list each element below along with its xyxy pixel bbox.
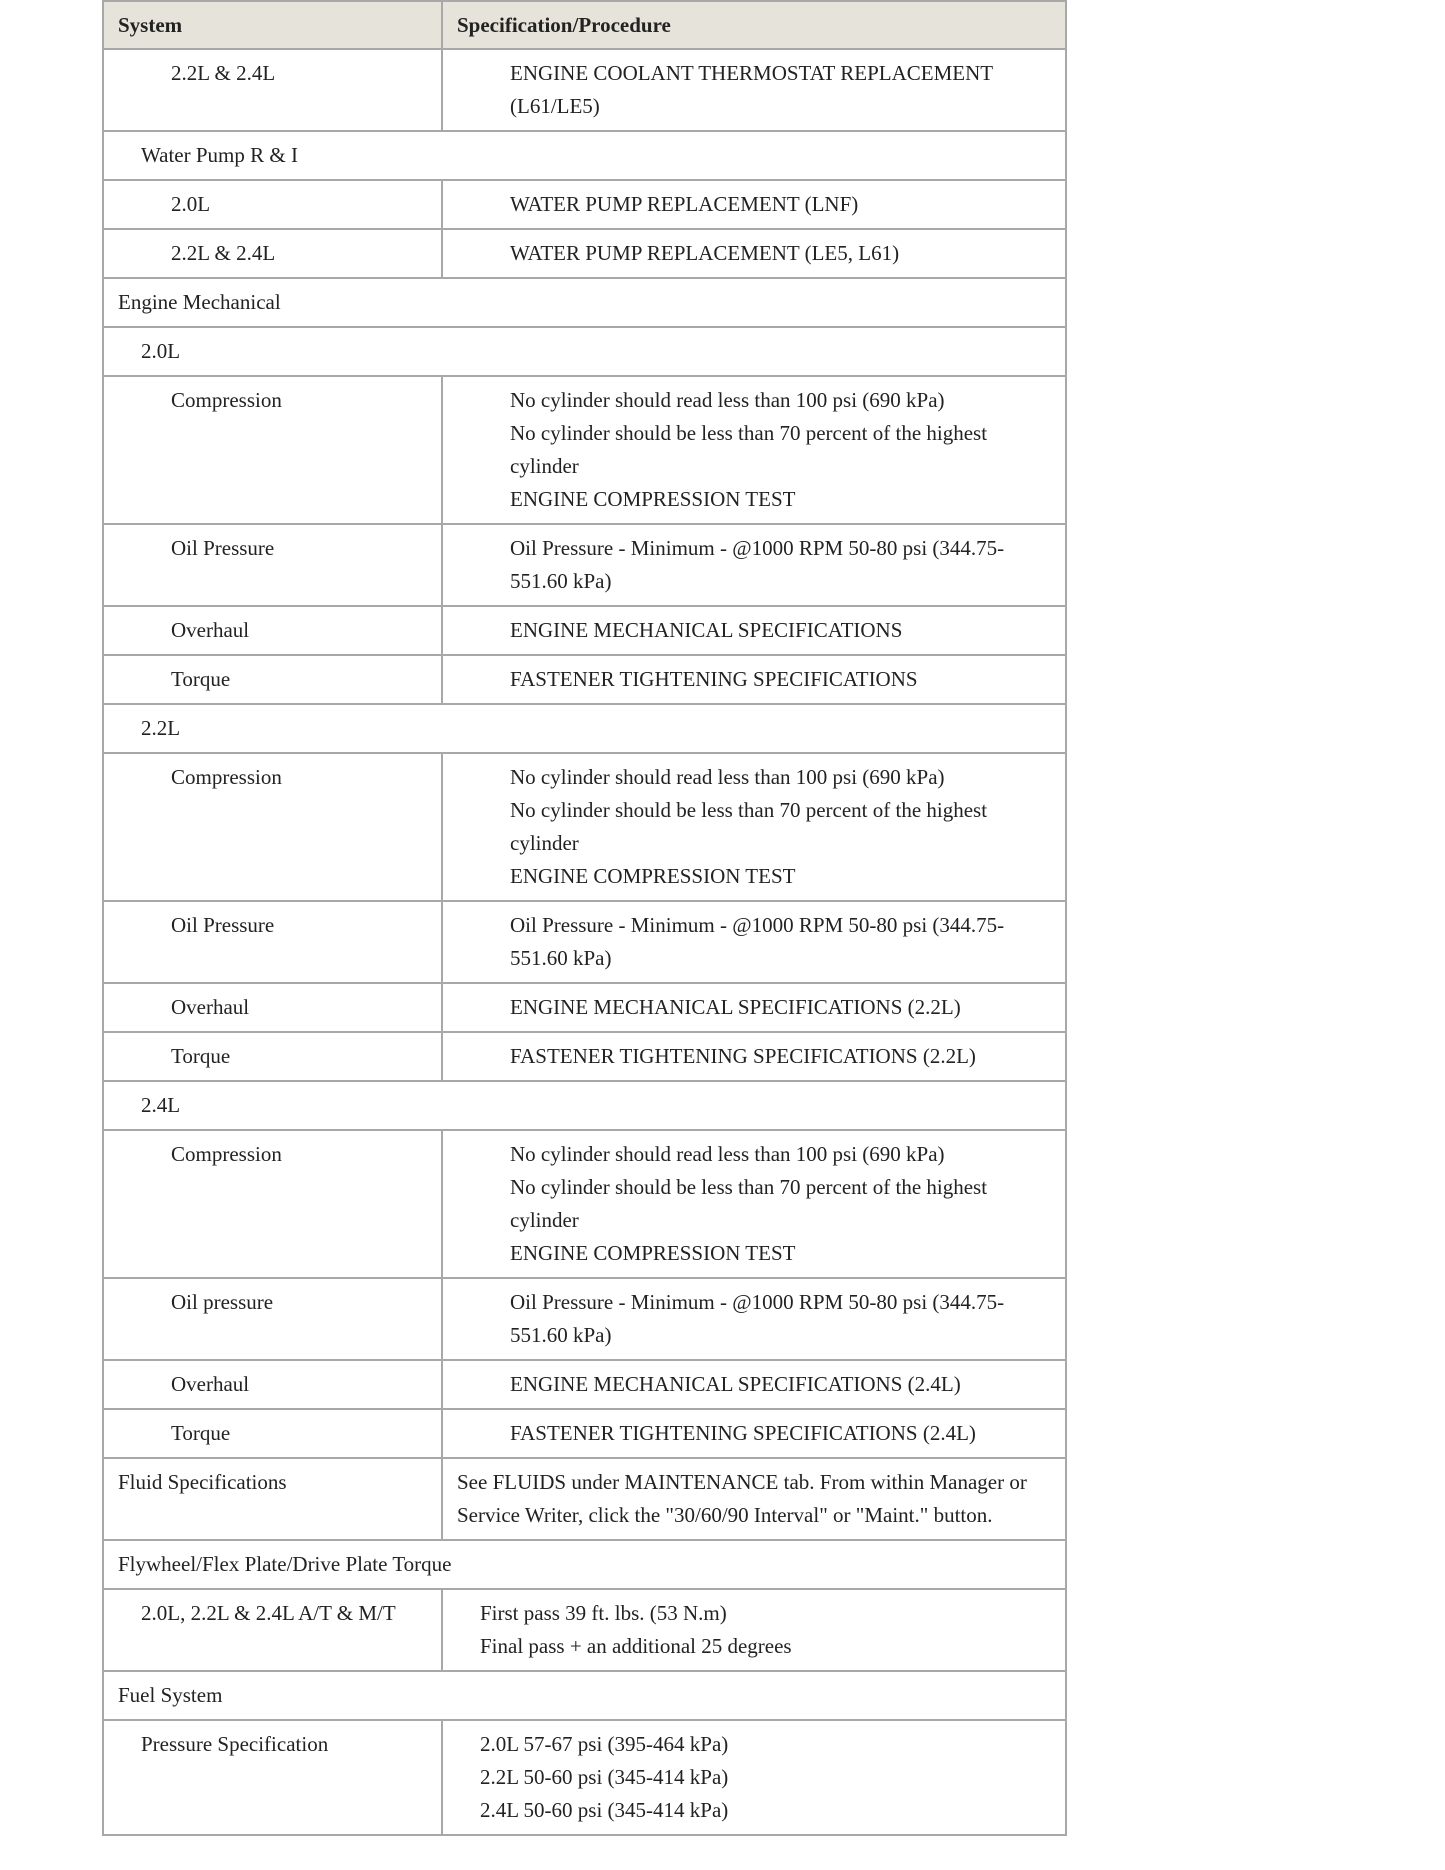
spec-line: No cylinder should read less than 100 psi (690 kPa) — [510, 1142, 945, 1166]
system-cell: Oil Pressure — [171, 913, 275, 937]
section-row — [103, 1081, 1066, 1130]
system-cell: Torque — [171, 1044, 231, 1068]
system-cell: Oil Pressure — [171, 536, 275, 560]
spec-cell — [443, 181, 1065, 228]
spec-line: WATER PUMP REPLACEMENT (LE5, L61) — [510, 241, 900, 265]
spec-line: ENGINE COMPRESSION TEST — [510, 1241, 796, 1265]
system-cell: Compression — [171, 388, 282, 412]
table-row — [103, 901, 1066, 983]
system-cell: 2.0L, 2.2L & 2.4L A/T & M/T — [141, 1601, 396, 1625]
table-row — [103, 983, 1066, 1032]
table-row — [103, 49, 1066, 131]
system-cell: 2.0L — [171, 192, 211, 216]
table-row — [103, 1278, 1066, 1360]
section-row — [103, 1671, 1066, 1720]
system-cell: Compression — [171, 765, 282, 789]
spec-cell — [443, 50, 1065, 130]
spec-cell — [443, 984, 1065, 1031]
spec-line: FASTENER TIGHTENING SPECIFICATIONS (2.2L) — [510, 1044, 976, 1068]
spec-cell — [443, 525, 1065, 605]
spec-line: See FLUIDS under MAINTENANCE tab. From within Manager or Service Writer, click the "30/60/90 Interval" or "Maint." button. — [457, 1470, 1027, 1527]
table-row — [103, 1409, 1066, 1458]
system-cell: Compression — [171, 1142, 282, 1166]
spec-line: FASTENER TIGHTENING SPECIFICATIONS (2.4L) — [510, 1421, 976, 1445]
system-cell: Overhaul — [171, 1372, 250, 1396]
system-cell: Oil pressure — [171, 1290, 274, 1314]
spec-cell — [443, 377, 1065, 523]
system-cell: Fluid Specifications — [118, 1470, 287, 1494]
header-spec: Specification/Procedure — [442, 1, 1066, 49]
spec-line: Oil Pressure - Minimum - @1000 RPM 50-80 psi (344.75-551.60 kPa) — [510, 913, 1005, 970]
section-label: Flywheel/Flex Plate/Drive Plate Torque — [118, 1552, 452, 1576]
spec-line: First pass 39 ft. lbs. (53 N.m) — [480, 1601, 727, 1625]
spec-cell — [443, 1033, 1065, 1080]
table-row — [103, 180, 1066, 229]
table-row — [103, 524, 1066, 606]
spec-cell — [443, 1590, 1065, 1670]
spec-line: No cylinder should read less than 100 psi (690 kPa) — [510, 388, 945, 412]
section-row — [103, 278, 1066, 327]
spec-line: Oil Pressure - Minimum - @1000 RPM 50-80 psi (344.75-551.60 kPa) — [510, 536, 1005, 593]
spec-cell — [443, 656, 1065, 703]
table-row — [103, 606, 1066, 655]
spec-cell — [443, 1721, 1065, 1834]
spec-line: Final pass + an additional 25 degrees — [480, 1634, 792, 1658]
table-row — [103, 229, 1066, 278]
spec-cell — [443, 902, 1065, 982]
section-label: 2.4L — [141, 1093, 181, 1117]
section-label: Engine Mechanical — [118, 290, 281, 314]
specification-table — [102, 0, 1067, 1836]
spec-line: ENGINE COMPRESSION TEST — [510, 487, 796, 511]
system-cell: Pressure Specification — [141, 1732, 329, 1756]
section-row — [103, 131, 1066, 180]
spec-cell — [443, 1410, 1065, 1457]
spec-line: No cylinder should be less than 70 percent of the highest cylinder — [510, 1175, 988, 1232]
spec-line: ENGINE COMPRESSION TEST — [510, 864, 796, 888]
section-row — [103, 327, 1066, 376]
spec-cell — [443, 1459, 1065, 1539]
system-cell: Torque — [171, 667, 231, 691]
spec-line: 2.0L 57-67 psi (395-464 kPa) — [480, 1732, 729, 1756]
table-header-row — [103, 1, 1066, 49]
table-row — [103, 1032, 1066, 1081]
spec-line: ENGINE COOLANT THERMOSTAT REPLACEMENT (L61/LE5) — [510, 61, 993, 118]
section-label: Water Pump R & I — [141, 143, 298, 167]
spec-line: No cylinder should read less than 100 psi (690 kPa) — [510, 765, 945, 789]
table-row — [103, 1360, 1066, 1409]
section-row — [103, 704, 1066, 753]
table-row — [103, 376, 1066, 524]
spec-line: FASTENER TIGHTENING SPECIFICATIONS — [510, 667, 918, 691]
section-label: 2.2L — [141, 716, 181, 740]
system-cell: Overhaul — [171, 995, 250, 1019]
system-cell: 2.2L & 2.4L — [171, 61, 276, 85]
spec-cell — [443, 1279, 1065, 1359]
section-label: 2.0L — [141, 339, 181, 363]
spec-cell — [443, 607, 1065, 654]
header-system: System — [103, 1, 442, 49]
table-row — [103, 1589, 1066, 1671]
spec-line: 2.2L 50-60 psi (345-414 kPa) — [480, 1765, 729, 1789]
spec-line: ENGINE MECHANICAL SPECIFICATIONS (2.2L) — [510, 995, 961, 1019]
spec-line: No cylinder should be less than 70 percent of the highest cylinder — [510, 421, 988, 478]
spec-cell — [443, 230, 1065, 277]
spec-cell — [443, 1361, 1065, 1408]
system-cell: Overhaul — [171, 618, 250, 642]
spec-line: ENGINE MECHANICAL SPECIFICATIONS — [510, 618, 903, 642]
spec-cell — [443, 754, 1065, 900]
spec-line: No cylinder should be less than 70 percent of the highest cylinder — [510, 798, 988, 855]
table-row — [103, 753, 1066, 901]
spec-line: 2.4L 50-60 psi (345-414 kPa) — [480, 1798, 729, 1822]
table-row — [103, 655, 1066, 704]
system-cell: Torque — [171, 1421, 231, 1445]
spec-cell — [443, 1131, 1065, 1277]
table-row — [103, 1720, 1066, 1835]
section-label: Fuel System — [118, 1683, 223, 1707]
system-cell: 2.2L & 2.4L — [171, 241, 276, 265]
section-row — [103, 1540, 1066, 1589]
spec-line: WATER PUMP REPLACEMENT (LNF) — [510, 192, 859, 216]
spec-line: ENGINE MECHANICAL SPECIFICATIONS (2.4L) — [510, 1372, 961, 1396]
spec-line: Oil Pressure - Minimum - @1000 RPM 50-80 psi (344.75-551.60 kPa) — [510, 1290, 1005, 1347]
table-row — [103, 1130, 1066, 1278]
table-row — [103, 1458, 1066, 1540]
